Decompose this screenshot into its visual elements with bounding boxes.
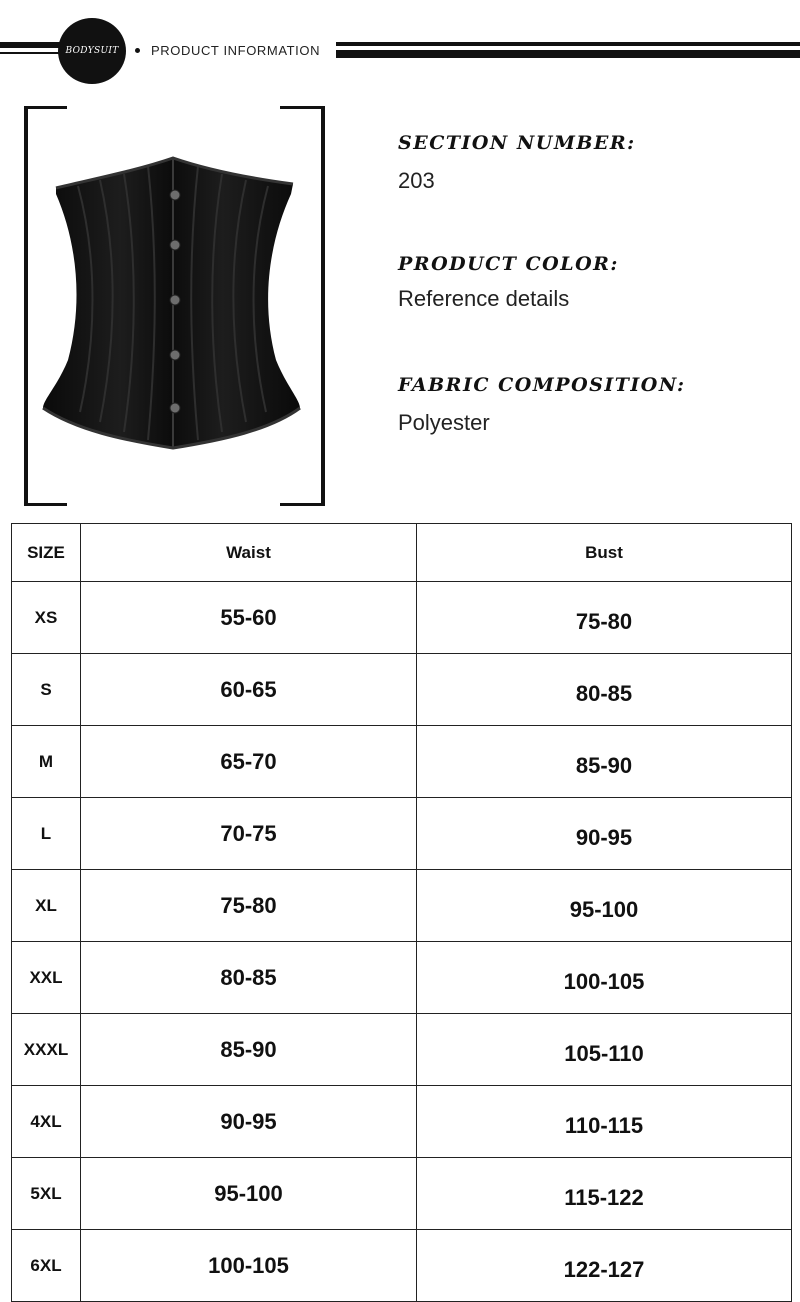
cell-waist: 100-105 [81, 1230, 417, 1302]
cell-bust: 85-90 [417, 726, 792, 798]
frame-bracket-left-bottom [24, 503, 67, 506]
cell-size: XXL [12, 942, 81, 1014]
cell-bust: 80-85 [417, 654, 792, 726]
table-row [12, 798, 792, 870]
header-rule-right-thick [336, 50, 800, 58]
cell-bust: 100-105 [417, 942, 792, 1014]
bullet-dot-icon [135, 48, 140, 53]
header-size: SIZE [12, 524, 81, 582]
cell-bust: 115-122 [417, 1158, 792, 1230]
size-chart-table [11, 523, 792, 1302]
cell-bust: 90-95 [417, 798, 792, 870]
brand-badge [58, 18, 126, 84]
cell-size: 6XL [12, 1230, 81, 1302]
frame-bracket-left [24, 106, 28, 506]
fabric-composition-label: FABRIC COMPOSITION: [398, 374, 686, 396]
header-rule-left [0, 42, 60, 48]
table-row [12, 582, 792, 654]
table-row [12, 1230, 792, 1302]
cell-waist: 75-80 [81, 870, 417, 942]
fabric-composition-value: Polyester [398, 410, 490, 435]
product-color-label: PRODUCT COLOR: [398, 253, 619, 275]
cell-size: L [12, 798, 81, 870]
frame-bracket-left-top [24, 106, 67, 109]
cell-size: XXXL [12, 1014, 81, 1086]
cell-size: S [12, 654, 81, 726]
cell-bust: 95-100 [417, 870, 792, 942]
cell-waist: 85-90 [81, 1014, 417, 1086]
table-header-row [12, 524, 792, 582]
cell-waist: 90-95 [81, 1086, 417, 1158]
header-bust: Bust [417, 524, 792, 582]
frame-bracket-right [321, 106, 325, 506]
cell-bust: 75-80 [417, 582, 792, 654]
cell-bust: 122-127 [417, 1230, 792, 1302]
cell-size: XL [12, 870, 81, 942]
cell-waist: 60-65 [81, 654, 417, 726]
header-title: PRODUCT INFORMATION [151, 43, 321, 58]
table-row [12, 870, 792, 942]
cell-size: 4XL [12, 1086, 81, 1158]
cell-size: 5XL [12, 1158, 81, 1230]
table-row [12, 726, 792, 798]
cell-waist: 65-70 [81, 726, 417, 798]
brand-name: BODYSUIT [65, 46, 119, 56]
product-color-value: Reference details [398, 286, 570, 311]
table-row [12, 1158, 792, 1230]
cell-size: M [12, 726, 81, 798]
section-number-label: SECTION NUMBER: [398, 132, 636, 154]
corset-product-image [38, 150, 308, 455]
frame-bracket-right-bottom [280, 503, 325, 506]
table-row [12, 1086, 792, 1158]
section-number-value: 203 [398, 168, 435, 193]
frame-bracket-right-top [280, 106, 325, 109]
table-row [12, 1014, 792, 1086]
cell-waist: 55-60 [81, 582, 417, 654]
cell-bust: 105-110 [417, 1014, 792, 1086]
cell-size: XS [12, 582, 81, 654]
header-rule-right [336, 42, 800, 46]
table-row [12, 654, 792, 726]
cell-bust: 110-115 [417, 1086, 792, 1158]
cell-waist: 80-85 [81, 942, 417, 1014]
header-rule-left-thin [0, 52, 60, 54]
table-row [12, 942, 792, 1014]
header-waist: Waist [81, 524, 417, 582]
cell-waist: 70-75 [81, 798, 417, 870]
cell-waist: 95-100 [81, 1158, 417, 1230]
